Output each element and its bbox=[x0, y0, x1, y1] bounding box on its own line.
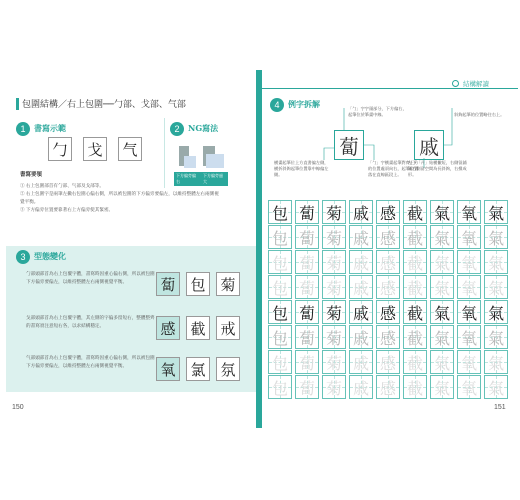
right-page bbox=[262, 70, 518, 428]
practice-char: 氧 bbox=[460, 228, 477, 248]
practice-cell bbox=[295, 250, 319, 274]
practice-cell bbox=[430, 350, 454, 374]
practice-cell bbox=[349, 225, 373, 249]
section-number: 1 bbox=[16, 122, 30, 136]
annotation: 「勹」字字頭部分，下方偏右，起筆位於筆畫中線。 bbox=[348, 106, 407, 117]
annotation: 「勹」字橫畫起筆對齊上方的位置處須向右，起筆位置落在直線區段上。 bbox=[368, 160, 419, 177]
practice-cell bbox=[403, 350, 427, 374]
practice-cell bbox=[268, 325, 292, 349]
practice-char: 氧 bbox=[460, 328, 477, 348]
practice-cell bbox=[430, 375, 454, 399]
tab-rule bbox=[262, 88, 518, 89]
key-point: ② 右上包圍字是兩筆左撇右包圍心偏右側，所以被包圍的下方偏旁要偏左，以維持整體左右兩側視覺平衡。 bbox=[20, 191, 219, 204]
practice-char: 氣 bbox=[487, 328, 504, 348]
variation-chars bbox=[156, 316, 240, 340]
section-number: 4 bbox=[270, 98, 284, 112]
practice-char: 包 bbox=[271, 278, 288, 298]
practice-char: 截 bbox=[406, 203, 423, 223]
practice-cell bbox=[376, 225, 400, 249]
practice-cell bbox=[268, 225, 292, 249]
practice-cell bbox=[403, 225, 427, 249]
practice-char: 菊 bbox=[325, 203, 342, 223]
practice-char: 戚 bbox=[352, 303, 369, 323]
practice-char: 氧 bbox=[460, 303, 477, 323]
practice-char: 蔔 bbox=[298, 353, 315, 373]
practice-char: 截 bbox=[406, 378, 423, 398]
practice-char: 包 bbox=[271, 378, 288, 398]
variation-char: 蔔 bbox=[156, 272, 180, 296]
section-title: 例字拆解 bbox=[288, 99, 320, 109]
practice-cell bbox=[457, 325, 481, 349]
practice-cell bbox=[268, 250, 292, 274]
practice-cell bbox=[457, 200, 481, 224]
practice-cell bbox=[268, 375, 292, 399]
practice-char: 蔔 bbox=[298, 228, 315, 248]
variation-char: 包 bbox=[186, 272, 210, 296]
variation-text: 戈部頭部首為右上包覆字體，其左側的字偏多留短右，整體整齊的書寫須注意短右各，以求結構穩定。 bbox=[26, 315, 155, 328]
practice-char: 氣 bbox=[433, 228, 450, 248]
practice-char: 感 bbox=[379, 303, 396, 323]
ng-illustration bbox=[176, 142, 226, 170]
variation-chars bbox=[156, 357, 240, 381]
practice-cell bbox=[403, 375, 427, 399]
practice-cell bbox=[376, 275, 400, 299]
practice-char: 感 bbox=[379, 228, 396, 248]
practice-char: 包 bbox=[271, 228, 288, 248]
practice-char: 菊 bbox=[325, 378, 342, 398]
practice-char: 氣 bbox=[487, 278, 504, 298]
practice-char: 氣 bbox=[433, 203, 450, 223]
section-number: 3 bbox=[16, 250, 30, 264]
practice-char: 感 bbox=[379, 278, 396, 298]
practice-char: 氣 bbox=[487, 228, 504, 248]
practice-char: 菊 bbox=[325, 228, 342, 248]
practice-char: 氣 bbox=[487, 303, 504, 323]
section-title: 書寫示範 bbox=[34, 123, 66, 133]
practice-char: 菊 bbox=[325, 253, 342, 273]
variation-char: 感 bbox=[156, 316, 180, 340]
practice-char: 氣 bbox=[433, 353, 450, 373]
section-title: 型態變化 bbox=[34, 251, 66, 261]
variation-char: 截 bbox=[186, 316, 210, 340]
variation-text: 勹部頭部首為右上包覆字體，書寫時因重心偏右側，所以被包圍下方偏旁要偏左，以維持整體左右兩側視覺平衡。 bbox=[26, 271, 155, 284]
practice-char: 氣 bbox=[433, 278, 450, 298]
practice-cell bbox=[295, 300, 319, 324]
demo-char: 气 bbox=[118, 137, 142, 161]
practice-cell bbox=[403, 200, 427, 224]
practice-cell bbox=[376, 250, 400, 274]
practice-cell bbox=[457, 225, 481, 249]
practice-char: 菊 bbox=[325, 328, 342, 348]
practice-char: 菊 bbox=[325, 303, 342, 323]
practice-cell bbox=[430, 275, 454, 299]
practice-cell bbox=[376, 350, 400, 374]
practice-char: 氧 bbox=[460, 378, 477, 398]
variation-char: 戒 bbox=[216, 316, 240, 340]
header-bar bbox=[16, 98, 19, 110]
practice-cell bbox=[484, 225, 508, 249]
practice-char: 感 bbox=[379, 328, 396, 348]
breakdown-char: 蔔 bbox=[334, 130, 364, 160]
practice-char: 蔔 bbox=[298, 278, 315, 298]
practice-char: 包 bbox=[271, 353, 288, 373]
ng-block bbox=[206, 154, 224, 168]
practice-cell bbox=[349, 250, 373, 274]
practice-char: 氣 bbox=[487, 253, 504, 273]
practice-char: 氣 bbox=[487, 353, 504, 373]
practice-char: 感 bbox=[379, 203, 396, 223]
practice-char: 蔔 bbox=[298, 303, 315, 323]
variation-char: 菊 bbox=[216, 272, 240, 296]
demo-char: 戈 bbox=[83, 137, 107, 161]
demo-char: 勹 bbox=[48, 137, 72, 161]
practice-cell bbox=[484, 375, 508, 399]
practice-char: 蔔 bbox=[298, 203, 315, 223]
practice-char: 氧 bbox=[460, 203, 477, 223]
practice-cell bbox=[430, 300, 454, 324]
practice-char: 戚 bbox=[352, 203, 369, 223]
annotation: 左下「廾」始橫撇短，右側留鋪滿右側留空間為長斜鉤，右撐成形。 bbox=[408, 160, 467, 177]
practice-char: 戚 bbox=[352, 353, 369, 373]
practice-grid bbox=[264, 200, 516, 406]
practice-char: 氣 bbox=[433, 253, 450, 273]
practice-char: 氣 bbox=[487, 378, 504, 398]
practice-cell bbox=[295, 200, 319, 224]
practice-cell bbox=[484, 250, 508, 274]
variation-char: 氧 bbox=[156, 357, 180, 381]
tab-label: 結構解讀 bbox=[463, 81, 489, 88]
key-points-title: 書寫要領 bbox=[20, 172, 43, 178]
ng-caption: 下方偏旁過大 bbox=[201, 172, 228, 186]
practice-cell bbox=[457, 275, 481, 299]
practice-cell bbox=[322, 225, 346, 249]
practice-char: 蔔 bbox=[298, 253, 315, 273]
practice-cell bbox=[295, 375, 319, 399]
practice-cell bbox=[457, 350, 481, 374]
practice-char: 氧 bbox=[460, 353, 477, 373]
practice-char: 截 bbox=[406, 353, 423, 373]
annotation: 斜鉤起筆的位置略往右上。 bbox=[454, 112, 505, 117]
practice-char: 戚 bbox=[352, 328, 369, 348]
practice-cell bbox=[376, 300, 400, 324]
practice-char: 氣 bbox=[433, 328, 450, 348]
page-number: 151 bbox=[494, 404, 506, 411]
page-header: 包圍結構／右上包圍──勹部、戈部、气部 bbox=[22, 100, 186, 110]
practice-cell bbox=[322, 200, 346, 224]
practice-cell bbox=[457, 300, 481, 324]
practice-cell bbox=[295, 225, 319, 249]
practice-cell bbox=[268, 275, 292, 299]
practice-cell bbox=[457, 250, 481, 274]
practice-cell bbox=[376, 375, 400, 399]
practice-cell bbox=[484, 275, 508, 299]
ng-block bbox=[184, 156, 196, 168]
left-page bbox=[6, 70, 256, 428]
practice-char: 感 bbox=[379, 253, 396, 273]
divider bbox=[164, 118, 165, 188]
practice-cell bbox=[295, 275, 319, 299]
practice-char: 戚 bbox=[352, 253, 369, 273]
practice-cell bbox=[295, 350, 319, 374]
practice-char: 菊 bbox=[325, 278, 342, 298]
practice-char: 感 bbox=[379, 378, 396, 398]
practice-char: 菊 bbox=[325, 353, 342, 373]
tab-circle-icon bbox=[452, 80, 459, 87]
variation-chars bbox=[156, 272, 240, 296]
practice-char: 氣 bbox=[433, 378, 450, 398]
practice-cell bbox=[349, 325, 373, 349]
practice-cell bbox=[403, 250, 427, 274]
practice-char: 氣 bbox=[487, 203, 504, 223]
practice-char: 戚 bbox=[352, 228, 369, 248]
practice-char: 戚 bbox=[352, 378, 369, 398]
practice-char: 氣 bbox=[433, 303, 450, 323]
practice-char: 截 bbox=[406, 328, 423, 348]
annotation: 橫畫起筆位上方直書偏左側，橫折斜鉤起筆位置靠中線偏左側。 bbox=[274, 160, 329, 177]
practice-char: 感 bbox=[379, 353, 396, 373]
variation-text: 气部頭部首為右上包覆字體，書寫時因重心偏右側，所以被包圍下方偏旁要偏左，以維持整體左右兩側視覺平衡。 bbox=[26, 355, 155, 368]
practice-cell bbox=[430, 225, 454, 249]
practice-cell bbox=[376, 200, 400, 224]
practice-cell bbox=[268, 350, 292, 374]
practice-cell bbox=[403, 275, 427, 299]
practice-char: 蔔 bbox=[298, 378, 315, 398]
demo-chars bbox=[48, 137, 142, 161]
section-title: NG寫法 bbox=[188, 123, 219, 133]
practice-cell bbox=[430, 325, 454, 349]
practice-char: 截 bbox=[406, 278, 423, 298]
practice-cell bbox=[349, 300, 373, 324]
practice-cell bbox=[268, 300, 292, 324]
practice-cell bbox=[349, 375, 373, 399]
practice-char: 截 bbox=[406, 303, 423, 323]
variation-char: 氯 bbox=[186, 357, 210, 381]
practice-cell bbox=[376, 325, 400, 349]
practice-char: 包 bbox=[271, 203, 288, 223]
variation-char: 氛 bbox=[216, 357, 240, 381]
practice-cell bbox=[322, 275, 346, 299]
practice-cell bbox=[484, 200, 508, 224]
breakdown-char: 戚 bbox=[414, 130, 444, 160]
practice-cell bbox=[484, 325, 508, 349]
practice-cell bbox=[484, 350, 508, 374]
practice-char: 氧 bbox=[460, 253, 477, 273]
practice-cell bbox=[457, 375, 481, 399]
practice-cell bbox=[295, 325, 319, 349]
practice-cell bbox=[322, 350, 346, 374]
practice-char: 包 bbox=[271, 328, 288, 348]
practice-cell bbox=[403, 325, 427, 349]
practice-cell bbox=[430, 250, 454, 274]
practice-char: 包 bbox=[271, 253, 288, 273]
practice-cell bbox=[322, 300, 346, 324]
practice-char: 戚 bbox=[352, 278, 369, 298]
page-number: 150 bbox=[12, 404, 24, 411]
practice-cell bbox=[484, 300, 508, 324]
practice-cell bbox=[322, 375, 346, 399]
practice-char: 包 bbox=[271, 303, 288, 323]
practice-cell bbox=[403, 300, 427, 324]
practice-char: 氧 bbox=[460, 278, 477, 298]
practice-cell bbox=[322, 250, 346, 274]
practice-cell bbox=[268, 200, 292, 224]
ng-caption: 下方偏旁偏右 bbox=[174, 172, 201, 186]
practice-char: 截 bbox=[406, 228, 423, 248]
key-point: ① 右上包圍部首有勹部、气部及戈部等。 bbox=[20, 183, 104, 188]
practice-cell bbox=[430, 200, 454, 224]
practice-char: 蔔 bbox=[298, 328, 315, 348]
practice-cell bbox=[349, 275, 373, 299]
section-number: 2 bbox=[170, 122, 184, 136]
practice-cell bbox=[322, 325, 346, 349]
practice-cell bbox=[349, 350, 373, 374]
practice-cell bbox=[349, 200, 373, 224]
practice-char: 截 bbox=[406, 253, 423, 273]
key-point: ③ 下方偏旁位置要靠著右上方偏旁使其緊密。 bbox=[20, 207, 114, 212]
